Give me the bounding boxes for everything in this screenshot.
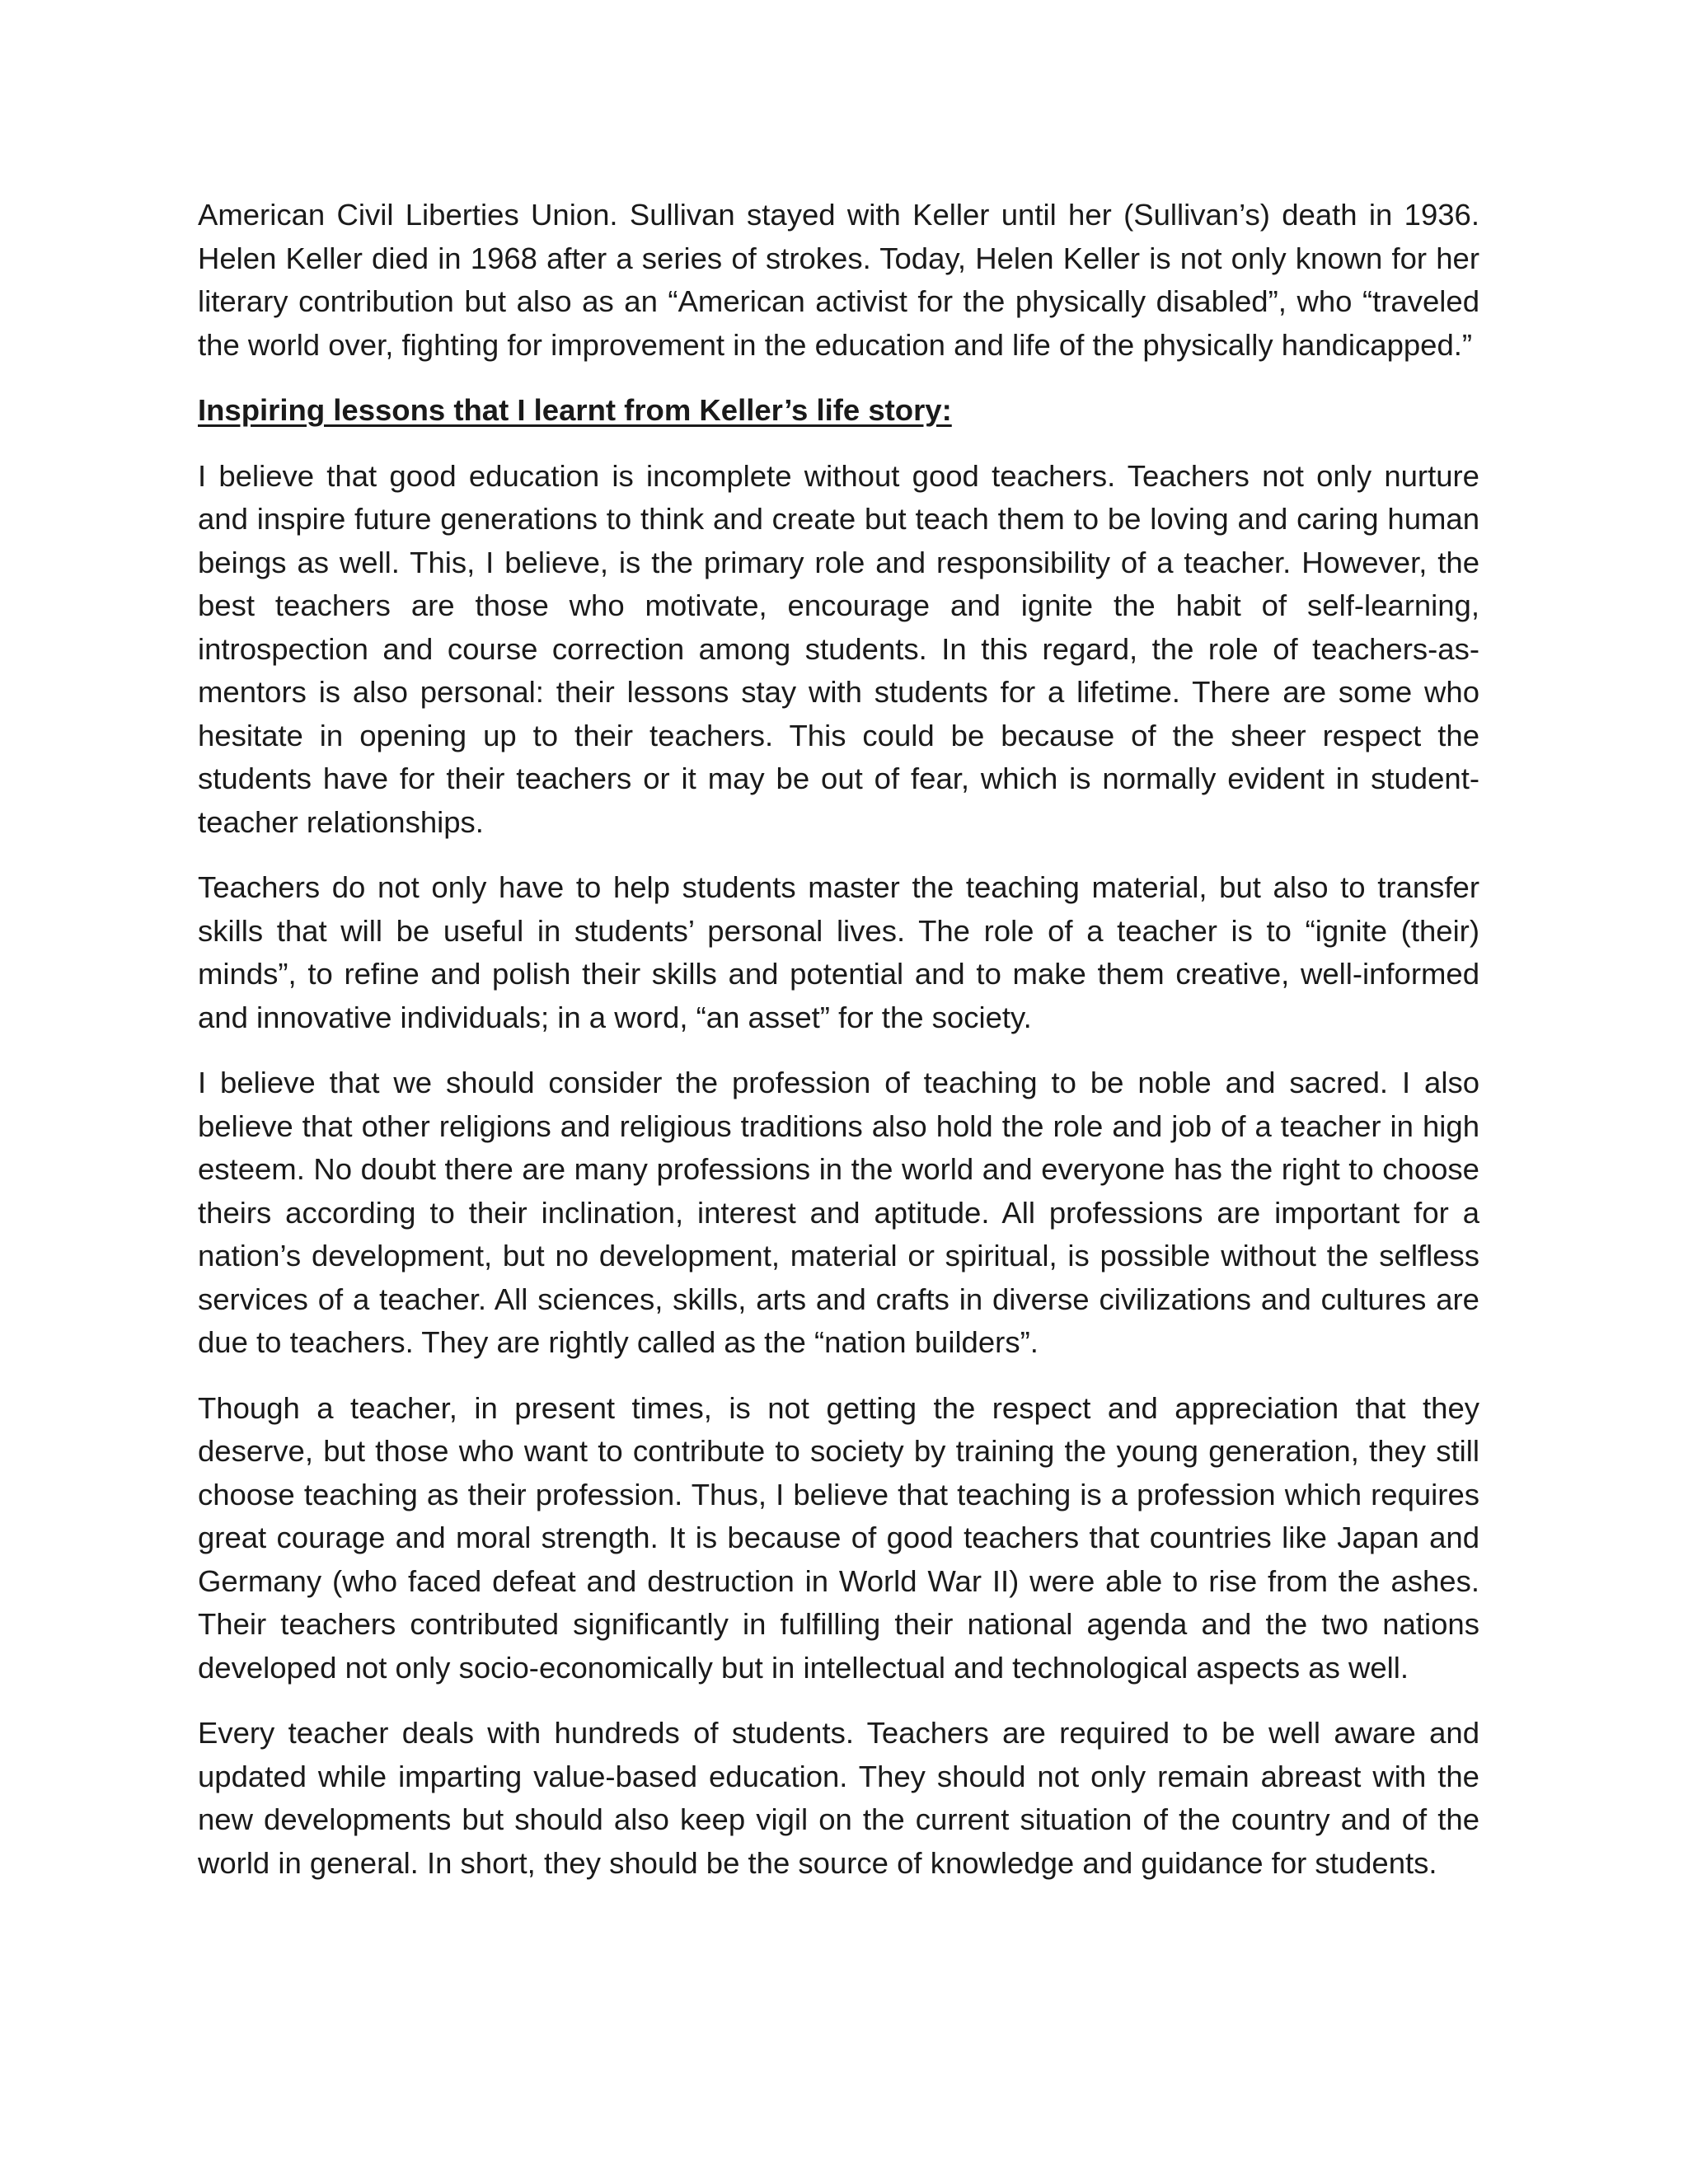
paragraph-5: Every teacher deals with hundreds of students. Teachers are required to be well aware and updated while imparting value-based education. They should not only remain abreast with the new developments but should also keep vigil on the current situation of the country and of the world in general. In short, they should be the source of knowledge and guidance for students. (198, 1716, 1479, 1880)
paragraph-4: Though a teacher, in present times, is not getting the respect and appreciation that they deserve, but those who want to contribute to society by training the young generation, they still choose teaching as their profession. Thus, I believe that teaching is a profession which requires great courage and moral strength. It is because of good teachers that countries like Japan and Germany (who faced defeat and destruction in World War II) were able to rise from the ashes. Their teachers contributed significantly in fulfilling their national agenda and the two nations developed not only socio-economically but in intellectual and technological aspects as well. (198, 1390, 1479, 1685)
section-heading: Inspiring lessons that I learnt from Keller’s life story: (198, 393, 952, 427)
paragraph-intro: American Civil Liberties Union. Sullivan stayed with Keller until her (Sullivan’s) death in 1936. Helen Keller died in 1968 after a series of strokes. Today, Helen Keller is not only known for her literary contribution but also as an “American activist for the physically disabled”, who “traveled the world over, fighting for improvement in the education and life of the physically handicapped.” (198, 198, 1479, 362)
paragraph-1: I believe that good education is incomplete without good teachers. Teachers not only nurture and inspire future generations to think and create but teach them to be loving and caring human beings as well. This, I believe, is the primary role and responsibility of a teacher. However, the best teachers are those who motivate, encourage and ignite the habit of self-learning, introspection and course correction among students. In this regard, the role of teachers-as-mentors is also personal: their lessons stay with students for a lifetime. There are some who hesitate in opening up to their teachers. This could be because of the sheer respect the students have for their teachers or it may be out of fear, which is normally evident in student-teacher relationships. (198, 458, 1479, 839)
document-page (198, 194, 1479, 1907)
paragraph-3: I believe that we should consider the profession of teaching to be noble and sacred. I also believe that other religions and religious traditions also hold the role and job of a teacher in high esteem. No doubt there are many professions in the world and everyone has the right to choose theirs according to their inclination, interest and aptitude. All professions are important for a nation’s development, but no development, material or spiritual, is possible without the selfless services of a teacher. All sciences, skills, arts and crafts in diverse civilizations and cultures are due to teachers. They are rightly called as the “nation builders”. (198, 1066, 1479, 1359)
paragraph-2: Teachers do not only have to help students master the teaching material, but also to transfer skills that will be useful in students’ personal lives. The role of a teacher is to “ignite (their) minds”, to refine and polish their skills and potential and to make them creative, well-informed and innovative individuals; in a word, “an asset” for the society. (198, 870, 1479, 1034)
